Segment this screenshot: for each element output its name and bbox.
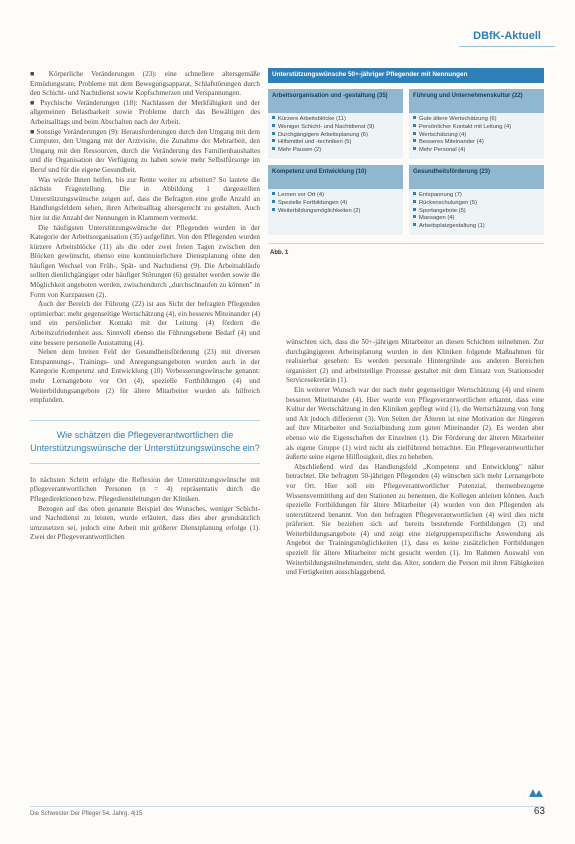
paragraph: Ein weiterer Wunsch war der nach mehr gegenseitiger Wertschätzung (4) und einem besseren Miteinander (4). Hier wurde von Pflegeverantwortlichen erkannt, dass eine Kultur der Wertschätzung in den Kliniken gepflegt wird (1), die Wertschätzung von Jung und Alt jedoch differieren (3). Von Seiten der Älteren ist eine Motivation der Jüngeren auf ihre Mitarbeiter und Sozialbindung zum guten Miteinander (2). Es werden aber ebenso wie die Eigenschaften der Einzelnen (1). Die Förderung der älteren Mitarbeiter als eigene Gruppe (1) wird nicht als zielführend betrachtet. Ein Pflegeverantwortlicher äußerte seine eigene Hilflosigkeit, dies zu beheben. xyxy=(286,385,544,462)
list-item: Durchgängigere Arbeitsplanung (6) xyxy=(272,132,399,140)
bullet-icon xyxy=(413,147,416,150)
list-item: Persönlicher Kontakt mit Leitung (4) xyxy=(413,124,540,132)
bullet-icon xyxy=(413,116,416,119)
list-item: Besseres Miteinander (4) xyxy=(413,139,540,147)
figure-title: Unterstützungswünsche 50+-jähriger Pflegender mit Nennungen xyxy=(268,68,544,83)
figure-cell-health xyxy=(409,165,544,235)
figure-cell-heading: Arbeitsorganisation und -gestaltung (35) xyxy=(268,89,403,113)
bullet-icon xyxy=(272,132,275,135)
figure-grid xyxy=(268,83,544,235)
figure-cell-heading: Kompetenz und Entwicklung (10) xyxy=(268,165,403,189)
paragraph: wünschten sich, dass die 50+-jährigen Mitarbeiter an diesen Schichten teilnehmen. Zur durchgängigeren Arbeitsplanung wurden in den Kliniken folgende Maßnahmen für realisierbar gesehen: Es werden personale Hintergründe aus anderen Bereichen organisiert (2) und arbeitsteilige Prozesse gestaltet mit dem Einsatz von Stationsoder Servicesekretärin (1). xyxy=(286,338,544,385)
list-item: Kürzere Arbeitsblöcke (11) xyxy=(272,116,399,124)
bullet-icon xyxy=(413,132,416,135)
left-column xyxy=(30,70,260,543)
publisher-logo-icon xyxy=(527,786,545,800)
bullet-icon xyxy=(413,200,416,203)
journal-reference: Die Schwester Der Pfleger 54. Jahrg. 4|15 xyxy=(30,811,143,817)
bullet-icon xyxy=(272,208,275,211)
header-rule xyxy=(459,46,555,47)
figure-support-wishes xyxy=(268,68,544,338)
list-item: Gute ältere Wertschätzung (6) xyxy=(413,116,540,124)
list-item: Lernen vor Ort (4) xyxy=(272,192,399,200)
paragraph: ■ Körperliche Veränderungen (23): eine schnellere altersgemäße Ermüdungsrate, Probleme mit dem Bewegungsapparat, Schlafstörungen durch den Schicht- und Nachtdienst sowie Kopfschmerzen und Verspannungen. xyxy=(30,70,260,98)
list-item: Entspannung (7) xyxy=(413,192,540,200)
bullet-icon xyxy=(413,208,416,211)
paragraph: Bezogen auf das oben genannte Beispiel des Wunsches, weniger Schicht- und Nachtdienst zu leisten, wurde erläutert, dass dies aber grundsätzlich umzusetzen sei, jedoch eine Arbeit mit größerer Dienstplanung erfolge (1). Zwei der Pflegeverantwortlichen xyxy=(30,504,260,542)
paragraph: Neben dem breiten Feld der Gesundheitsförderung (23) mit diversen Entspannungs-, Trainings- und Anregungsangeboten wurden auch in der Kategorie Kompetenz und Entwicklung (10) Verbesserungswünsche genannt: mehr Lernangebote vor Ort (4), spezielle Fortbildungen (4) und Weiterbildungsangebote (2) für ältere Mitarbeiter wurden als hilfreich empfunden. xyxy=(30,348,260,405)
figure-cell-leadership xyxy=(409,89,544,159)
figure-cell-heading: Führung und Unternehmenskultur (22) xyxy=(409,89,544,113)
paragraph: Auch der Bereich der Führung (22) ist aus Sicht der befragten Pflegenden optimierbar: mehr gegenseitige Wertschätzung (4), ein besseres Miteinander (4) und ein persönlicher Kontakt mit der Leitung (4) fördern die Arbeitszufriedenheit aus. Sinnvoll ebenso die Führungsebene Bedarf (4) und eine bessere personelle Ausstattung (4). xyxy=(30,300,260,347)
bullet-icon xyxy=(413,215,416,218)
list-item: Massagen (4) xyxy=(413,215,540,223)
list-item: Arbeitsplatzgestaltung (1) xyxy=(413,223,540,231)
list-item: Weniger Schicht- und Nachtdienst (9) xyxy=(272,124,399,132)
bullet-icon xyxy=(272,147,275,150)
paragraph: Abschließend wird das Handlungsfeld „Kompetenz und Entwicklung" näher betrachtet. Die befragten 50-jährigen Pflegenden (4) wünschen sich mehr Lernangebote vor Ort. Hier soll ein Pflegeverantwortlicher Potenzial, themenbezogene Wissensvermittlung auf den Stationen zu benennen, die Kollegen anleiten können. Auch spezielle Fortbildungen für ältere Mitarbeiter (4) wurden von den Pflegenden als unterstützend benannt. Von den befragten Pflegeverantwortlichen (4) wird dies nicht präferiert. Sie beziehen sich auf bereits bestehende Fortbildungen (2) und Weiterbildungsangebote (4) und zeigt eine zielgruppenspezifische Anwendung als Angebot der Trainingsmöglichkeiten (1), dass es keine zusätzlichen Fortbildungen speziell für ältere Mitarbeiter nicht gesucht werden (1). Im Rahmen Auswahl von Weiterbildungsteilnehmenden, steht das Alter, sondern die Person mit ihren Fähigkeiten und Fertigkeiten ausschlaggebend. xyxy=(286,462,544,577)
paragraph: ■ Psychische Veränderungen (18): Nachlassen der Merkfähigkeit und der allgemeinen Belastbarkeit sowie Probleme durch das Bewältigen des Arbeitsalltags und beim Abschalten nach der Arbeit. xyxy=(30,98,260,126)
list-item: Rückenschulungen (5) xyxy=(413,200,540,208)
list-item: Hilfsmittel und -techniken (5) xyxy=(272,139,399,147)
figure-cell-heading: Gesundheitsförderung (23) xyxy=(409,165,544,189)
paragraph: In nächsten Schritt erfolgte die Reflexion der Unterstützungswünsche mit pflegeverantwortlichen Personen (n = 4) repräsentativ durch die Pflegedirektionen bzw. Pflegedienstleitungen der Kliniken. xyxy=(30,475,260,503)
list-item: Sportangebote (5) xyxy=(413,208,540,216)
figure-cell-work-organisation xyxy=(268,89,403,159)
paragraph: ■ Sonstige Veränderungen (9): Herausforderungen durch den Umgang mit dem Computer, den Umgang mit der Arztvisite, die Zunahme der Mehrarbeit, den Umgang mit den Ressourcen, durch die Veränderung des Familienhaushaltes und die Organisation der Verfügung zu haben sowie mehr Selbstfürsorge im Beruf und für die eigene Gesundheit. xyxy=(30,127,260,174)
bullet-icon xyxy=(272,200,275,203)
callout-question: Wie schätzen die Pflegeverantwortlichen die Unterstützungswünsche der Unterstützungswünsche ein? xyxy=(30,420,260,464)
page-number: 63 xyxy=(533,806,545,817)
bullet-icon xyxy=(272,139,275,142)
bullet-icon xyxy=(272,116,275,119)
figure-caption: Abb. 1 xyxy=(268,243,544,256)
list-item: Wertschätzung (4) xyxy=(413,132,540,140)
paragraph: Die häufigsten Unterstützungswünsche der Pflegenden wurden in der Kategorie der Arbeitsorganisation (35) aufgeführt. Von den Pflegenden wurden kürzere Arbeitsblöcke (11) als die oder zwei freien Tagen zwischen den Blöcken gewünscht, ebenso eine kontinuierlichere Dienstplanung ohne den häufigen Wechsel von Früh-, Spät- und Nachtdienst (9). Die Arbeitsabläufe sollten dienlichgängiger oder häufiger Störungen (6) gestaltet werden sowie die Möglichkeit angeboten werden, zwischendurch „durchschnaufen zu können" in Form von Kurzpausen (2). xyxy=(30,223,260,299)
list-item: Mehr Pausen (2) xyxy=(272,147,399,155)
bullet-icon xyxy=(413,192,416,195)
bullet-icon xyxy=(413,139,416,142)
bullet-icon xyxy=(272,124,275,127)
section-heading: DBfK-Aktuell xyxy=(473,30,541,42)
list-item: Mehr Personal (4) xyxy=(413,147,540,155)
list-item: Weiterbildungsmöglichkeiten (2) xyxy=(272,208,399,216)
list-item: Spezielle Fortbildungen (4) xyxy=(272,200,399,208)
bullet-icon xyxy=(413,124,416,127)
bullet-icon xyxy=(272,192,275,195)
bullet-icon xyxy=(413,223,416,226)
paragraph: Was würde Ihnen helfen, bis zur Rente weiter zu arbeiten? So lautete die nächste Fragestellung. Die in Abbildung 1 dargestellten Unterstützungswünsche zeigen auf, dass die Befragten eine große Anzahl an Handlungsfeldern sehen, ihren Arbeitsalltag altersgerecht zu gestalten. Auch hier ist die Anzahl der Nennungen in Klammern vermerkt. xyxy=(30,175,260,222)
figure-cell-competence xyxy=(268,165,403,235)
footer-rule xyxy=(30,806,545,807)
right-column xyxy=(286,338,544,578)
